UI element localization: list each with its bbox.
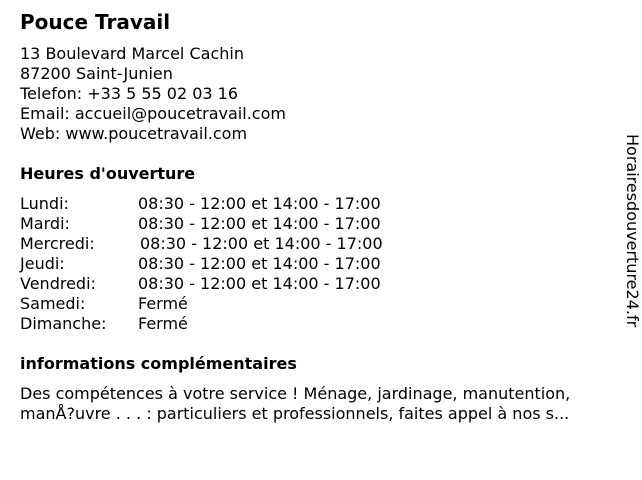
opening-hours-table — [20, 194, 383, 334]
day-hours: Fermé — [138, 294, 188, 313]
day-label: Jeudi: — [20, 254, 65, 273]
info-line: Des compétences à votre service ! Ménage, jardinage, manutention, — [20, 384, 571, 403]
business-name: Pouce Travail — [20, 10, 171, 34]
opening-hours-heading: Heures d'ouverture — [20, 164, 196, 183]
phone-number: Telefon: +33 5 55 02 03 16 — [20, 84, 239, 103]
website: Web: www.poucetravail.com — [20, 124, 248, 143]
hours-row-sunday — [20, 314, 383, 334]
hours-row-monday — [20, 194, 383, 214]
day-hours: 08:30 - 12:00 et 14:00 - 17:00 — [138, 214, 381, 233]
address-street: 13 Boulevard Marcel Cachin — [20, 44, 244, 63]
hours-row-wednesday — [20, 234, 383, 254]
hours-row-saturday — [20, 294, 383, 314]
hours-row-thursday — [20, 254, 383, 274]
info-line: manÅ?uvre . . . : particuliers et professionnels, faites appel à nos s... — [20, 404, 570, 423]
day-label: Mercredi: — [20, 234, 95, 253]
hours-row-friday — [20, 274, 383, 294]
email-address: Email: accueil@poucetravail.com — [20, 104, 286, 123]
additional-info-text — [20, 384, 630, 424]
hours-row-tuesday — [20, 214, 383, 234]
day-label: Vendredi: — [20, 274, 96, 293]
day-hours: Fermé — [138, 314, 188, 333]
day-hours: 08:30 - 12:00 et 14:00 - 17:00 — [138, 274, 381, 293]
day-label: Samedi: — [20, 294, 86, 313]
day-label: Lundi: — [20, 194, 69, 213]
day-hours: 08:30 - 12:00 et 14:00 - 17:00 — [140, 234, 383, 253]
address-city: 87200 Saint-Junien — [20, 64, 173, 83]
contact-block — [20, 44, 286, 144]
day-hours: 08:30 - 12:00 et 14:00 - 17:00 — [138, 254, 381, 273]
site-watermark: Horairesdouverture24.fr — [623, 134, 642, 328]
day-label: Mardi: — [20, 214, 70, 233]
additional-info-heading: informations complémentaires — [20, 354, 297, 373]
day-label: Dimanche: — [20, 314, 107, 333]
day-hours: 08:30 - 12:00 et 14:00 - 17:00 — [138, 194, 381, 213]
